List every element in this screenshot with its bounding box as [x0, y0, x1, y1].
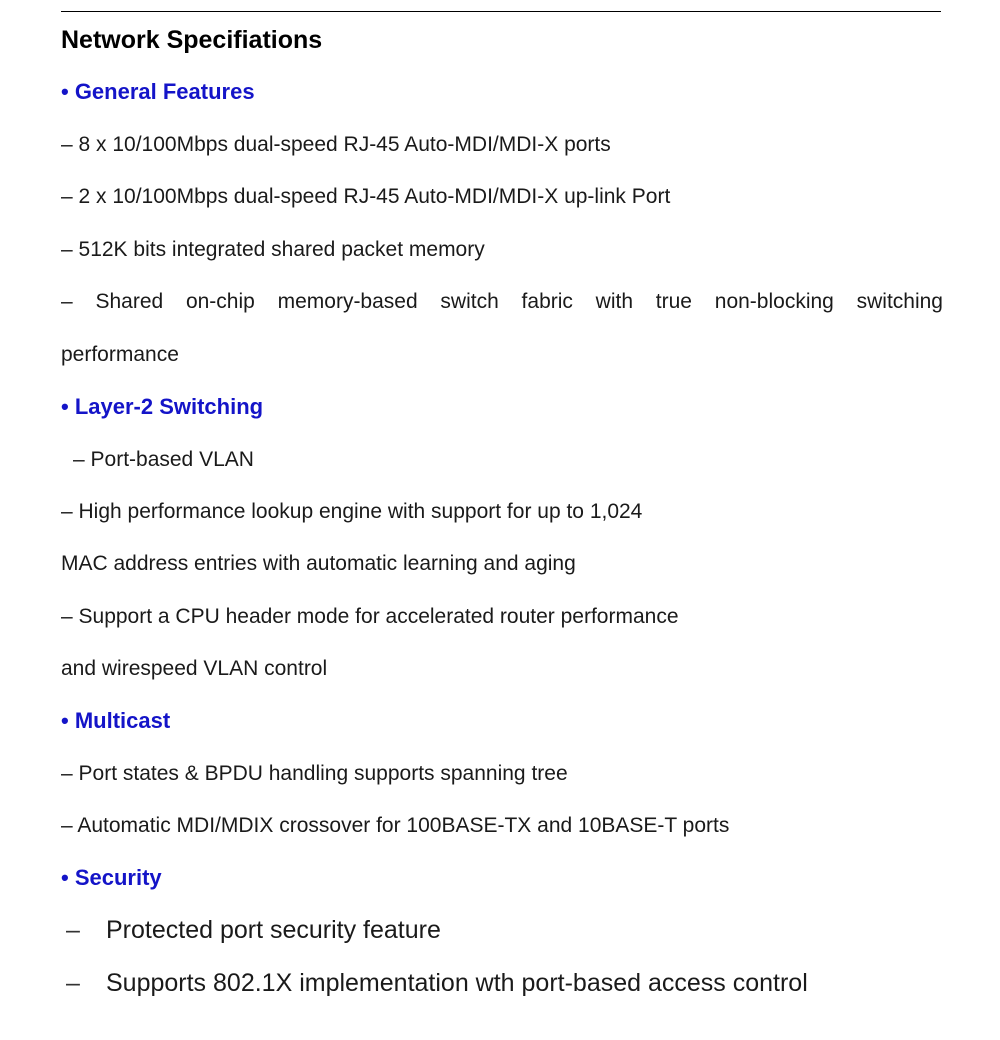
section-heading-layer2-switching: • Layer-2 Switching	[61, 394, 264, 419]
list-item: – Port states & BPDU handling supports spanning tree	[61, 762, 568, 785]
list-item-continuation: MAC address entries with automatic learning and aging	[61, 552, 576, 575]
section-heading-security: • Security	[61, 865, 162, 890]
list-item: – Port-based VLAN	[73, 448, 254, 471]
section-heading-general-features: • General Features	[61, 79, 255, 104]
list-item: – Shared on-chip memory-based switch fabric with true non-blocking switching	[61, 290, 943, 313]
list-item-text: Protected port security feature	[106, 916, 441, 944]
list-item: – Support a CPU header mode for accelerated router performance	[61, 605, 679, 628]
dash-marker: –	[66, 969, 80, 997]
list-item: – High performance lookup engine with support for up to 1,024	[61, 500, 643, 523]
list-item	[66, 915, 441, 945]
dash-marker: –	[66, 916, 80, 944]
list-item: – 2 x 10/100Mbps dual-speed RJ-45 Auto-MDI/MDI-X up-link Port	[61, 185, 671, 208]
list-item: – Automatic MDI/MDIX crossover for 100BASE-TX and 10BASE-T ports	[61, 814, 730, 837]
list-item: – 512K bits integrated shared packet memory	[61, 238, 485, 261]
top-divider	[61, 11, 941, 12]
list-item: – 8 x 10/100Mbps dual-speed RJ-45 Auto-MDI/MDI-X ports	[61, 133, 611, 156]
list-item-text: Supports 802.1X implementation wth port-based access control	[106, 969, 808, 997]
list-item-continuation: performance	[61, 343, 179, 366]
page-title: Network Specifiations	[61, 26, 323, 54]
list-item-continuation: and wirespeed VLAN control	[61, 657, 328, 680]
section-heading-multicast: • Multicast	[61, 708, 171, 733]
list-item	[66, 968, 808, 998]
